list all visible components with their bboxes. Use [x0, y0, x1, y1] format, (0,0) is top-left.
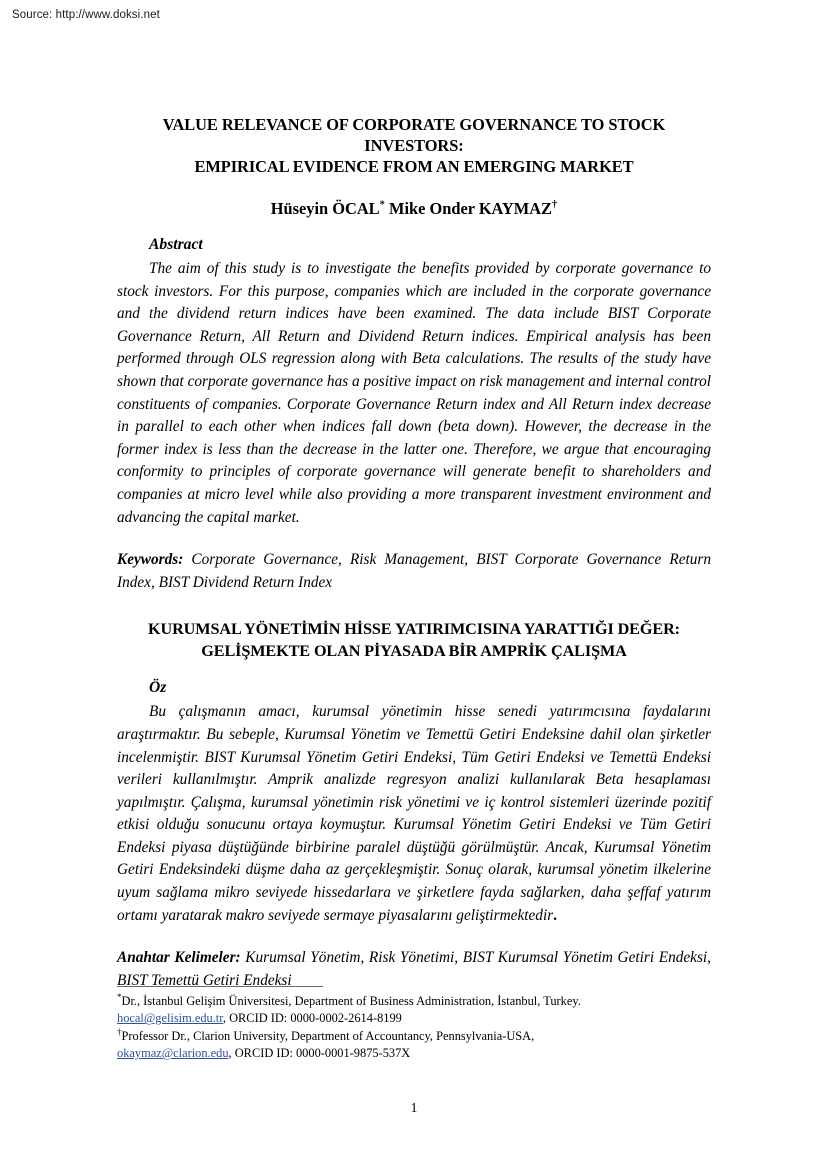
- footnote-block: [117, 986, 711, 1063]
- footnote-separator-rule: [117, 986, 323, 987]
- abstract-heading-turkish: Öz: [149, 679, 167, 697]
- footnote-email-link-1[interactable]: hocal@gelisim.edu.tr: [117, 1011, 223, 1026]
- footnote-email-link-2[interactable]: okaymaz@clarion.edu: [117, 1046, 229, 1061]
- keywords-label-turkish: Anahtar Kelimeler:: [117, 949, 241, 967]
- author-name-2: Mike Onder KAYMAZ: [388, 199, 552, 218]
- keywords-text-english: Corporate Governance, Risk Management, BIST Corporate Governance Return Index, BIST Dividend Return Index: [117, 551, 711, 591]
- page-number: 1: [410, 1100, 418, 1115]
- title-turkish-line-1: KURUMSAL YÖNETİMİN HİSSE YATIRIMCISINA YARATTIĞI DEĞER:: [148, 620, 680, 639]
- footnote-2: [117, 1028, 711, 1063]
- keywords-english: [117, 549, 711, 594]
- title-english-line-1: VALUE RELEVANCE OF CORPORATE GOVERNANCE TO STOCK: [162, 115, 666, 134]
- title-english-line-2: INVESTORS:: [364, 136, 464, 155]
- page-title-turkish: [117, 618, 711, 662]
- footnote-marker-2: †: [117, 1026, 122, 1037]
- author-footnote-marker-2: †: [551, 199, 558, 211]
- author-name-1: Hüseyin ÖCAL: [270, 199, 380, 218]
- footnote-1: [117, 993, 711, 1028]
- footnote-affiliation-2: Professor Dr., Clarion University, Department of Accountancy, Pennsylvania-USA,: [121, 1028, 535, 1043]
- source-watermark: Source: http://www.doksi.net: [12, 9, 160, 21]
- footnote-orcid-1: , ORCID ID: 0000-0002-2614-8199: [222, 1011, 402, 1026]
- footnote-affiliation-1: Dr., İstanbul Gelişim Üniversitesi, Department of Business Administration, İstanbul, Turkey.: [121, 994, 581, 1008]
- keywords-label-english: Keywords:: [117, 551, 184, 569]
- footnote-orcid-2: , ORCID ID: 0000-0001-9875-537X: [228, 1046, 411, 1061]
- abstract-text-turkish: [117, 701, 711, 927]
- abstract-turkish-endmark: .: [553, 906, 557, 924]
- page-title-english: [117, 114, 711, 177]
- title-english-line-3: EMPIRICAL EVIDENCE FROM AN EMERGING MARKET: [194, 157, 634, 176]
- abstract-text-english: The aim of this study is to investigate the benefits provided by corporate governance to stock investors. For this purpose, companies which are included in the corporate governance and the dividend return indices have been examined. The data include BIST Corporate Governance Return, All Return and Dividend Return indices. Empirical analysis has been performed through OLS regression along with Beta calculations. The results of the study have shown that corporate governance has a positive impact on risk management and internal control constituents of companies. Corporate Governance Return index and All Return index decrease in parallel to each other when indices fall down (beta down). However, the decrease in the former index is less than the decrease in the latter one. Therefore, we argue that encouraging conformity to principles of corporate governance will generate benefit to shareholders and companies at micro level while also providing a more transparent investment environment and advancing the capital market.: [117, 260, 711, 526]
- abstract-turkish-body: Bu çalışmanın amacı, kurumsal yönetimin hisse senedi yatırımcısına faydalarını araştırmaktır. Bu sebeple, Kurumsal Yönetim ve Temettü Getiri Endeksine dahil olan şirketler incelenmiştir. BIST Kurumsal Yönetim Getiri Endeksi, Tüm Getiri Endeksi ve Temettü Endeksi verileri kullanılmıştır. Amprik analizde regresyon analizi kullanılarak Beta hesaplaması yapılmıştır. Çalışma, kurumsal yönetimin risk yönetimi ve iç kontrol sistemleri üzerinde pozitif etkisi olduğu sonucunu ortaya koymuştur. Kurumsal Yönetim Getiri Endeksi ve Tüm Getiri Endeksi piyasa düştüğünde birbirine paralel düştüğü görülmüştür. Ancak, Kurumsal Yönetim Getiri Endeksindeki düşme daha az gerçekleşmiştir. Sonuç olarak, kurumsal yönetim ilkelerine uyum sağlama mikro seviyede hissedarlara ve şirketlere fayda sağlarken, daha şeffaf yatırım ortamı yaratarak makro seviyede sermaye piyasalarını geliştirmektedir: [117, 703, 711, 924]
- author-footnote-marker-1: *: [379, 199, 385, 211]
- page-content-column: [117, 0, 711, 1170]
- footnote-marker-1: *: [117, 991, 122, 1002]
- author-line: [117, 199, 711, 219]
- keywords-text-turkish: Kurumsal Yönetim, Risk Yönetimi, BIST Kurumsal Yönetim Getiri Endeksi, BIST Temettü Getiri Endeksi: [117, 949, 711, 989]
- title-turkish-line-2: GELİŞMEKTE OLAN PİYASADA BİR AMPRİK ÇALIŞMA: [201, 642, 627, 661]
- abstract-heading-english: Abstract: [149, 236, 203, 253]
